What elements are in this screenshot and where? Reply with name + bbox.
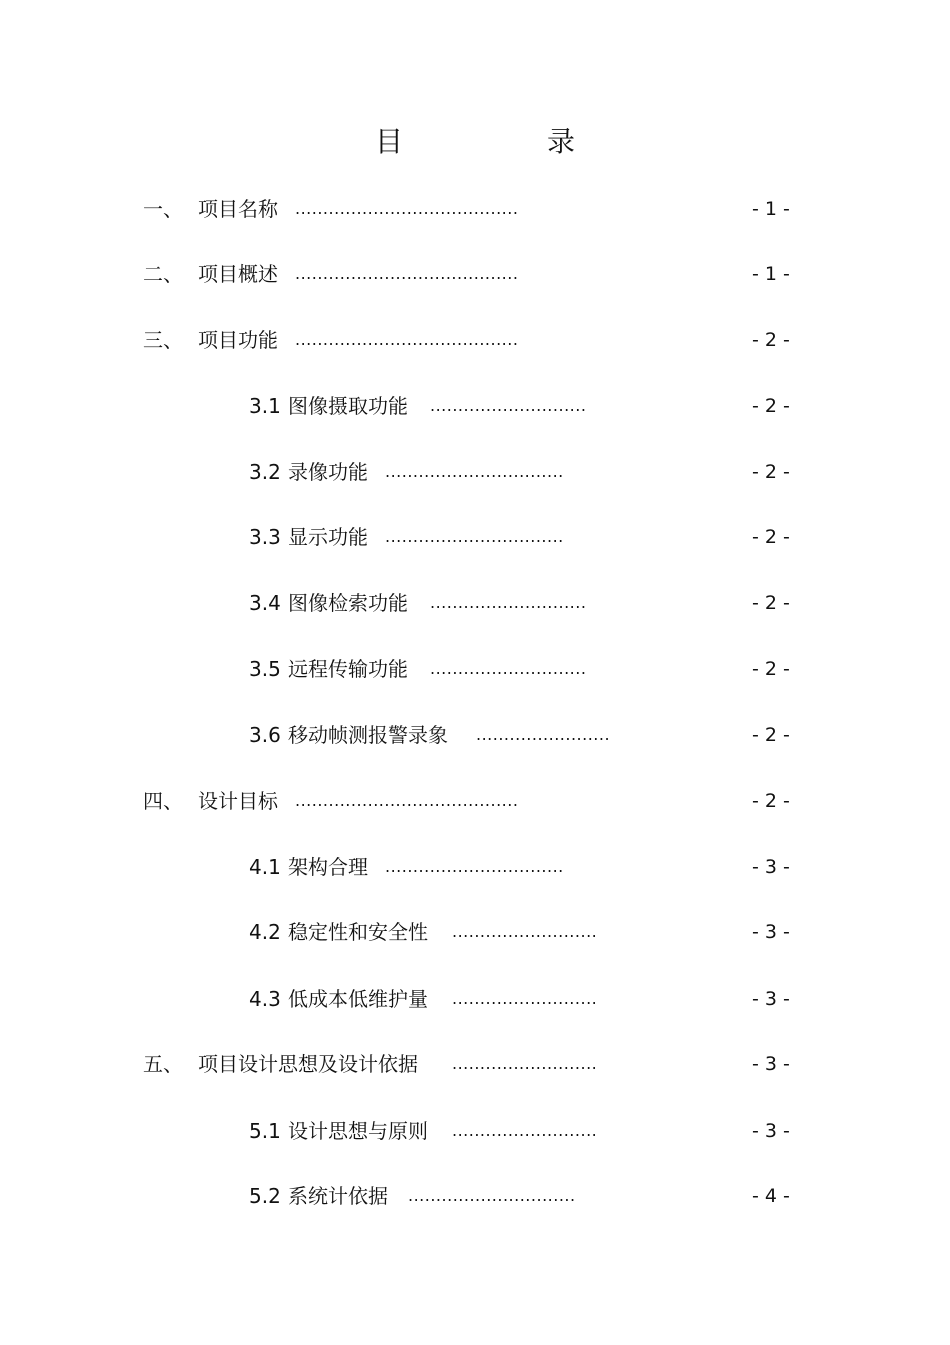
toc-entry-leader: .......................... <box>452 989 598 1008</box>
toc-entry-page: - 2 - <box>752 592 790 614</box>
toc-entry-page: - 2 - <box>752 724 790 746</box>
toc-entry-number: 5.2 <box>249 1184 281 1208</box>
toc-entry-number: 一、 <box>143 197 183 221</box>
toc-entry-label: 稳定性和安全性 <box>288 920 428 944</box>
toc-entry-number: 五、 <box>143 1052 183 1076</box>
toc-entry-leader: ........................................ <box>295 330 519 349</box>
toc-entry-number: 4.3 <box>249 987 281 1011</box>
toc-entry-page: - 2 - <box>752 329 790 351</box>
toc-entry-leader: ................................ <box>385 462 564 481</box>
toc-entry-label: 系统计依据 <box>288 1184 388 1208</box>
toc-entry-label: 设计目标 <box>198 789 278 813</box>
toc-entry-leader: ........................................ <box>295 199 519 218</box>
toc-entry-label: 录像功能 <box>288 460 368 484</box>
toc-entry-label: 设计思想与原则 <box>288 1119 428 1143</box>
toc-entry-label: 项目设计思想及设计依据 <box>198 1052 418 1076</box>
toc-entry-page: - 1 - <box>752 263 790 285</box>
toc-entry-leader: .............................. <box>408 1186 576 1205</box>
toc-entry-leader: ............................ <box>430 593 587 612</box>
toc-entry-label: 远程传输功能 <box>288 657 408 681</box>
toc-entry-label: 图像检索功能 <box>288 591 408 615</box>
toc-entry-label: 项目名称 <box>198 197 278 221</box>
toc-entry-number: 5.1 <box>249 1119 281 1143</box>
toc-entry-number: 二、 <box>143 262 183 286</box>
page-title: 目 录 <box>374 125 633 158</box>
toc-entry-number: 四、 <box>143 789 183 813</box>
toc-entry-page: - 2 - <box>752 790 790 812</box>
toc-entry-number: 4.1 <box>249 855 281 879</box>
toc-entry-number: 4.2 <box>249 920 281 944</box>
toc-entry-number: 3.4 <box>249 591 281 615</box>
toc-entry-page: - 2 - <box>752 526 790 548</box>
toc-entry-label: 移动帧测报警录象 <box>288 723 448 747</box>
toc-entry-page: - 2 - <box>752 395 790 417</box>
toc-entry-label: 显示功能 <box>288 525 368 549</box>
toc-entry-leader: ................................ <box>385 527 564 546</box>
toc-entry-leader: ........................ <box>476 725 611 744</box>
toc-entry-leader: ................................ <box>385 857 564 876</box>
toc-entry-label: 低成本低维护量 <box>288 987 428 1011</box>
toc-entry-leader: .......................... <box>452 1121 598 1140</box>
toc-entry-page: - 3 - <box>752 988 790 1010</box>
toc-entry-number: 3.3 <box>249 525 281 549</box>
toc-entry-page: - 2 - <box>752 461 790 483</box>
toc-entry-label: 项目功能 <box>198 328 278 352</box>
toc-entry-page: - 2 - <box>752 658 790 680</box>
toc-entry-page: - 3 - <box>752 1120 790 1142</box>
toc-entry-label: 架构合理 <box>288 855 368 879</box>
toc-entry-number: 3.6 <box>249 723 281 747</box>
toc-entry-leader: ............................ <box>430 659 587 678</box>
toc-entry-page: - 3 - <box>752 856 790 878</box>
toc-entry-leader: ........................................ <box>295 264 519 283</box>
toc-entry-page: - 1 - <box>752 198 790 220</box>
toc-entry-leader: .......................... <box>452 1054 598 1073</box>
toc-entry-number: 三、 <box>143 328 183 352</box>
toc-entry-number: 3.1 <box>249 394 281 418</box>
toc-entry-page: - 3 - <box>752 921 790 943</box>
toc-entry-number: 3.2 <box>249 460 281 484</box>
toc-entry-leader: .......................... <box>452 922 598 941</box>
toc-entry-number: 3.5 <box>249 657 281 681</box>
toc-entry-leader: ............................ <box>430 396 587 415</box>
toc-entry-leader: ........................................ <box>295 791 519 810</box>
toc-entry-page: - 3 - <box>752 1053 790 1075</box>
toc-entry-page: - 4 - <box>752 1185 790 1207</box>
toc-entry-label: 项目概述 <box>198 262 278 286</box>
toc-entry-label: 图像摄取功能 <box>288 394 408 418</box>
